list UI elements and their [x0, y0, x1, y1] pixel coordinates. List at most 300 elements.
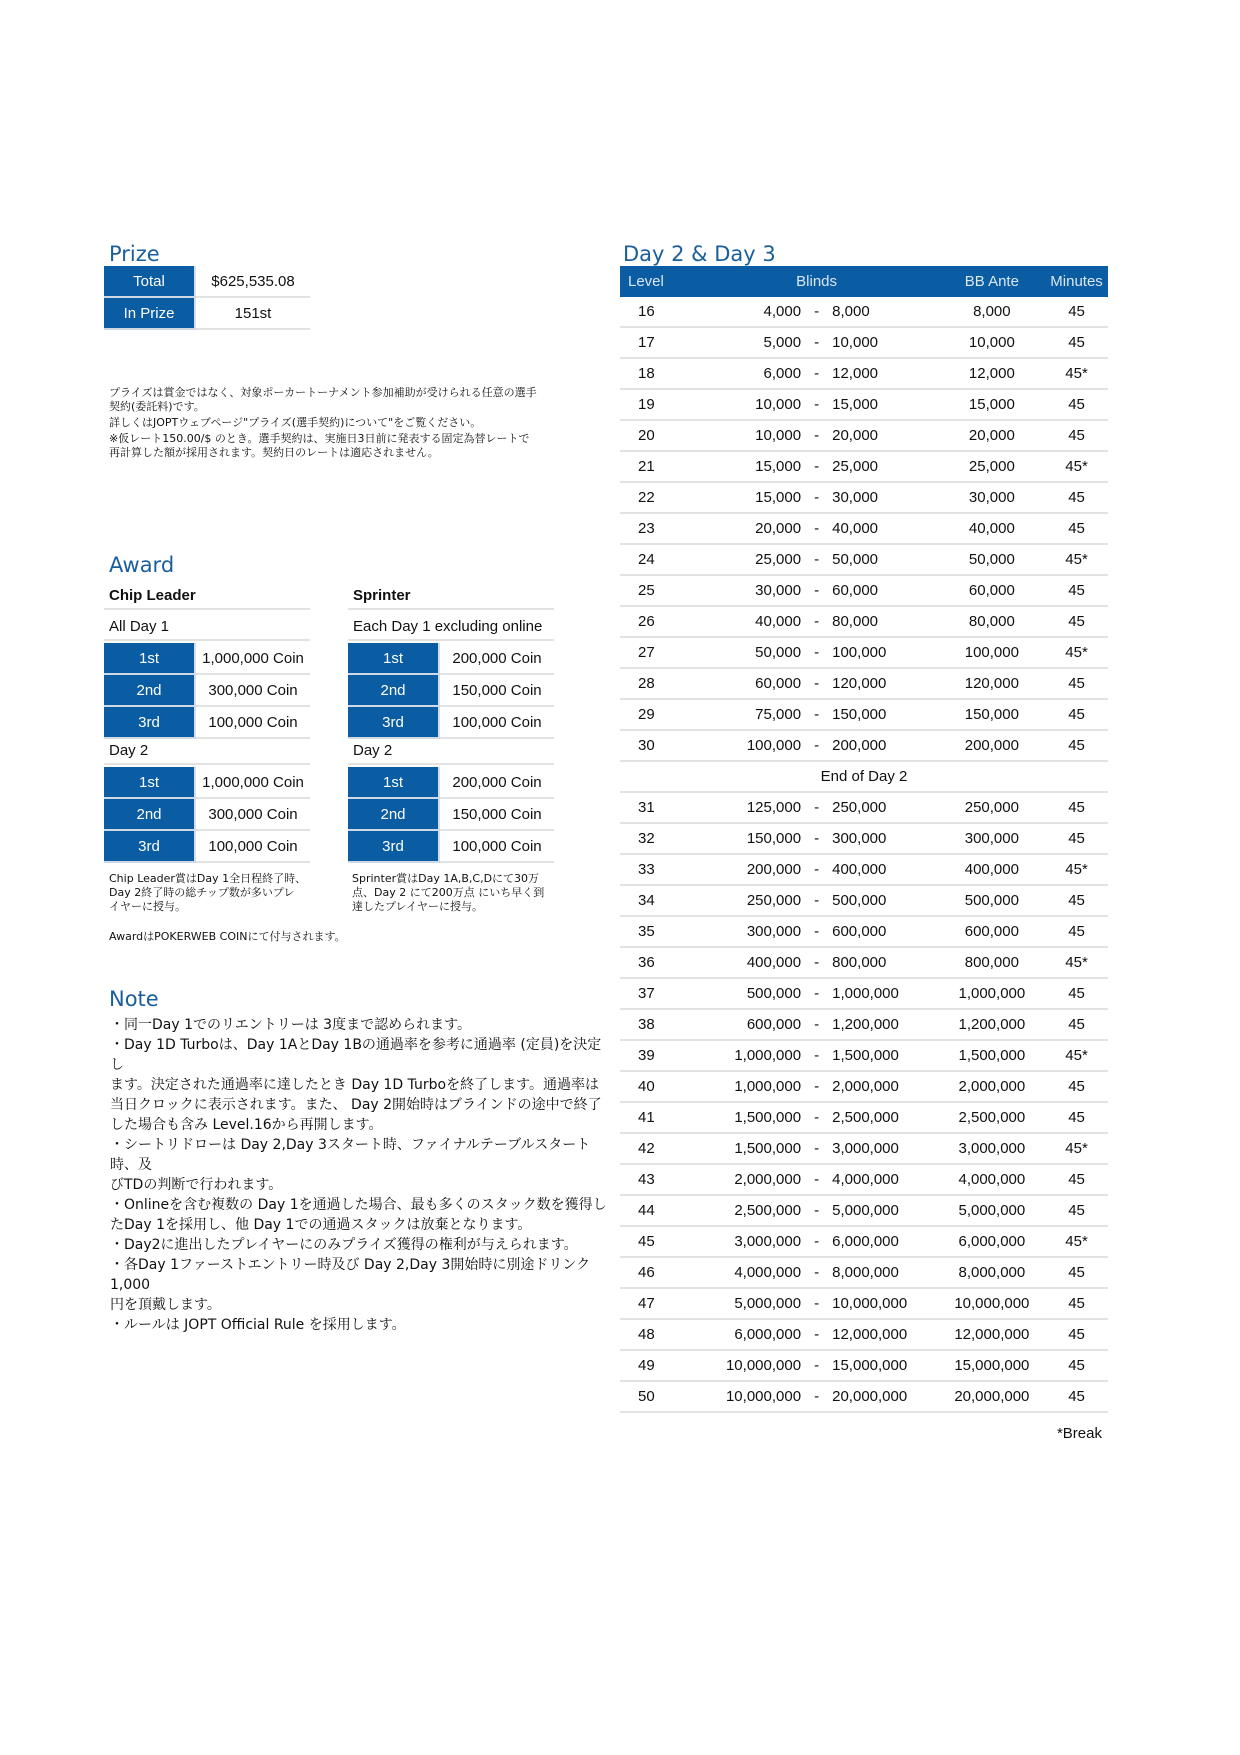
bb-ante-cell: 4,000,000	[939, 1164, 1045, 1195]
blind-structure-table	[620, 266, 1108, 1413]
big-blind-cell: 30,000	[832, 482, 938, 513]
bb-ante-cell: 15,000,000	[939, 1350, 1045, 1381]
bb-ante-cell: 600,000	[939, 916, 1045, 947]
small-blind-cell: 300,000	[695, 916, 801, 947]
small-blind-cell: 200,000	[695, 854, 801, 885]
award-prize: 100,000 Coin	[439, 706, 554, 738]
disclaimer-line: ※仮レート150.00/$ のとき。選手契約は、実施日3日前に発表する固定為替レートで	[109, 432, 530, 445]
level-cell: 16	[620, 297, 695, 327]
table-row	[620, 1133, 1108, 1164]
bb-ante-cell: 40,000	[939, 513, 1045, 544]
disclaimer-line: 再計算した額が採用されます。契約日のレートは適応されません。	[109, 446, 439, 459]
small-blind-cell: 4,000,000	[695, 1257, 801, 1288]
table-row	[620, 730, 1108, 761]
small-blind-cell: 10,000,000	[695, 1350, 801, 1381]
level-cell: 21	[620, 451, 695, 482]
blind-separator: -	[801, 327, 832, 358]
level-cell: 48	[620, 1319, 695, 1350]
header-level: Level	[620, 266, 695, 297]
big-blind-cell: 400,000	[832, 854, 938, 885]
minutes-cell: 45*	[1045, 947, 1108, 978]
small-blind-cell: 400,000	[695, 947, 801, 978]
header-minutes: Minutes	[1045, 266, 1108, 297]
level-cell: 19	[620, 389, 695, 420]
blind-separator: -	[801, 358, 832, 389]
table-row	[620, 297, 1108, 327]
award-prize: 150,000 Coin	[439, 798, 554, 830]
big-blind-cell: 1,200,000	[832, 1009, 938, 1040]
prize-heading: Prize	[109, 242, 160, 266]
small-blind-cell: 15,000	[695, 451, 801, 482]
table-row	[620, 1040, 1108, 1071]
bb-ante-cell: 200,000	[939, 730, 1045, 761]
blind-separator: -	[801, 1319, 832, 1350]
note-line: ・シートリドローは Day 2,Day 3スタート時、ファイナルテーブルスタート時、及	[110, 1137, 591, 1173]
blind-separator: -	[801, 730, 832, 761]
bb-ante-cell: 800,000	[939, 947, 1045, 978]
note-line: 円を頂戴します。	[110, 1297, 221, 1313]
big-blind-cell: 1,500,000	[832, 1040, 938, 1071]
blind-separator: -	[801, 668, 832, 699]
bb-ante-cell: 10,000,000	[939, 1288, 1045, 1319]
table-row	[620, 1319, 1108, 1350]
prize-row-total	[104, 266, 310, 297]
bb-ante-cell: 2,000,000	[939, 1071, 1045, 1102]
level-cell: 41	[620, 1102, 695, 1133]
award-place: 1st	[348, 767, 439, 798]
minutes-cell: 45*	[1045, 544, 1108, 575]
small-blind-cell: 1,000,000	[695, 1040, 801, 1071]
minutes-cell: 45	[1045, 1288, 1108, 1319]
table-row	[620, 637, 1108, 668]
structure-heading: Day 2 & Day 3	[623, 242, 776, 266]
minutes-cell: 45	[1045, 1009, 1108, 1040]
award-place: 2nd	[104, 674, 195, 706]
table-row	[620, 327, 1108, 358]
level-cell: 36	[620, 947, 695, 978]
big-blind-cell: 10,000	[832, 327, 938, 358]
small-blind-cell: 10,000	[695, 389, 801, 420]
small-blind-cell: 20,000	[695, 513, 801, 544]
award-place: 3rd	[104, 706, 195, 738]
table-row	[620, 885, 1108, 916]
bb-ante-cell: 15,000	[939, 389, 1045, 420]
note-line: たDay 1を採用し、他 Day 1での通過スタックは放棄となります。	[110, 1217, 532, 1233]
small-blind-cell: 60,000	[695, 668, 801, 699]
award-row	[348, 830, 554, 862]
blind-separator: -	[801, 885, 832, 916]
small-blind-cell: 100,000	[695, 730, 801, 761]
table-row	[620, 358, 1108, 389]
table-row	[620, 668, 1108, 699]
award-prize: 300,000 Coin	[195, 674, 310, 706]
small-blind-cell: 40,000	[695, 606, 801, 637]
prize-value: 151st	[195, 297, 310, 329]
blind-separator: -	[801, 823, 832, 854]
big-blind-cell: 60,000	[832, 575, 938, 606]
big-blind-cell: 3,000,000	[832, 1133, 938, 1164]
table-row	[620, 1009, 1108, 1040]
big-blind-cell: 80,000	[832, 606, 938, 637]
bb-ante-cell: 12,000,000	[939, 1319, 1045, 1350]
blind-separator: -	[801, 1102, 832, 1133]
level-cell: 20	[620, 420, 695, 451]
award-row	[348, 643, 554, 674]
big-blind-cell: 150,000	[832, 699, 938, 730]
table-row	[620, 1257, 1108, 1288]
footnote-line: 達したプレイヤーに授与。	[352, 900, 484, 913]
blind-separator: -	[801, 1040, 832, 1071]
blind-separator: -	[801, 947, 832, 978]
table-row	[620, 792, 1108, 823]
table-row	[620, 947, 1108, 978]
footnote-line: イヤーに授与。	[109, 900, 186, 913]
minutes-cell: 45	[1045, 823, 1108, 854]
minutes-cell: 45*	[1045, 1040, 1108, 1071]
small-blind-cell: 75,000	[695, 699, 801, 730]
bb-ante-cell: 2,500,000	[939, 1102, 1045, 1133]
big-blind-cell: 4,000,000	[832, 1164, 938, 1195]
level-cell: 29	[620, 699, 695, 730]
blind-separator: -	[801, 606, 832, 637]
level-cell: 22	[620, 482, 695, 513]
minutes-cell: 45	[1045, 1350, 1108, 1381]
end-of-day2	[620, 761, 1108, 792]
minutes-cell: 45	[1045, 389, 1108, 420]
blind-separator: -	[801, 1288, 832, 1319]
small-blind-cell: 25,000	[695, 544, 801, 575]
big-blind-cell: 10,000,000	[832, 1288, 938, 1319]
blind-separator: -	[801, 297, 832, 327]
big-blind-cell: 500,000	[832, 885, 938, 916]
blind-separator: -	[801, 1257, 832, 1288]
blind-separator: -	[801, 1009, 832, 1040]
small-blind-cell: 1,500,000	[695, 1133, 801, 1164]
bb-ante-cell: 1,500,000	[939, 1040, 1045, 1071]
big-blind-cell: 5,000,000	[832, 1195, 938, 1226]
level-cell: 44	[620, 1195, 695, 1226]
table-row	[620, 1350, 1108, 1381]
big-blind-cell: 15,000,000	[832, 1350, 938, 1381]
minutes-cell: 45	[1045, 1164, 1108, 1195]
table-row	[620, 978, 1108, 1009]
minutes-cell: 45*	[1045, 1226, 1108, 1257]
award-prize: 100,000 Coin	[439, 830, 554, 862]
level-cell: 34	[620, 885, 695, 916]
prize-label: Total	[104, 266, 195, 297]
blind-separator: -	[801, 544, 832, 575]
bb-ante-cell: 150,000	[939, 699, 1045, 730]
small-blind-cell: 1,000,000	[695, 1071, 801, 1102]
bb-ante-cell: 80,000	[939, 606, 1045, 637]
prize-table	[104, 266, 310, 330]
big-blind-cell: 20,000,000	[832, 1381, 938, 1412]
note-line: ・Day2に進出したプレイヤーにのみプライズ獲得の権利が与えられます。	[110, 1237, 578, 1253]
chip-leader-footnote	[109, 872, 319, 914]
award-place: 2nd	[104, 798, 195, 830]
blind-separator: -	[801, 482, 832, 513]
small-blind-cell: 15,000	[695, 482, 801, 513]
level-cell: 27	[620, 637, 695, 668]
award-prize: 100,000 Coin	[195, 830, 310, 862]
note-line: ・各Day 1ファーストエントリー時及び Day 2,Day 3開始時に別途ドリンク 1,000	[110, 1257, 591, 1293]
small-blind-cell: 150,000	[695, 823, 801, 854]
table-row	[620, 420, 1108, 451]
note-line: ・ルールは JOPT Official Rule を採用します。	[110, 1317, 406, 1333]
day3-levels	[620, 792, 1108, 1412]
minutes-cell: 45	[1045, 1257, 1108, 1288]
award-prize: 200,000 Coin	[439, 643, 554, 674]
level-cell: 45	[620, 1226, 695, 1257]
big-blind-cell: 2,000,000	[832, 1071, 938, 1102]
award-prize: 100,000 Coin	[195, 706, 310, 738]
bb-ante-cell: 20,000	[939, 420, 1045, 451]
disclaimer-line: 詳しくはJOPTウェブページ"プライズ(選手契約)について"をご覧ください。	[109, 416, 482, 429]
minutes-cell: 45	[1045, 1102, 1108, 1133]
header-blinds: Blinds	[695, 266, 939, 297]
table-row	[620, 1226, 1108, 1257]
bb-ante-cell: 12,000	[939, 358, 1045, 389]
note-line: 当日クロックに表示されます。また、 Day 2開始時はブラインドの途中で終了	[110, 1097, 602, 1113]
blind-separator: -	[801, 1133, 832, 1164]
sprinter-title: Sprinter	[348, 582, 554, 610]
table-row	[620, 513, 1108, 544]
award-row	[104, 830, 310, 862]
big-blind-cell: 2,500,000	[832, 1102, 938, 1133]
chip-leader-day2-table	[104, 767, 310, 863]
award-row	[104, 798, 310, 830]
award-place: 3rd	[104, 830, 195, 862]
table-row	[620, 854, 1108, 885]
big-blind-cell: 12,000,000	[832, 1319, 938, 1350]
award-place: 1st	[348, 643, 439, 674]
blind-separator: -	[801, 451, 832, 482]
big-blind-cell: 600,000	[832, 916, 938, 947]
big-blind-cell: 200,000	[832, 730, 938, 761]
table-row	[620, 1288, 1108, 1319]
level-cell: 24	[620, 544, 695, 575]
table-row	[620, 575, 1108, 606]
bb-ante-cell: 500,000	[939, 885, 1045, 916]
minutes-cell: 45*	[1045, 1133, 1108, 1164]
level-cell: 43	[620, 1164, 695, 1195]
minutes-cell: 45	[1045, 513, 1108, 544]
table-row	[620, 823, 1108, 854]
table-row	[620, 451, 1108, 482]
minutes-cell: 45	[1045, 699, 1108, 730]
disclaimer-line: 契約(委託料)です。	[109, 400, 205, 413]
minutes-cell: 45	[1045, 730, 1108, 761]
big-blind-cell: 50,000	[832, 544, 938, 575]
blind-separator: -	[801, 978, 832, 1009]
minutes-cell: 45*	[1045, 637, 1108, 668]
small-blind-cell: 50,000	[695, 637, 801, 668]
prize-label: In Prize	[104, 297, 195, 329]
note-line: ます。決定された通過率に達したとき Day 1D Turboを終了します。通過率は	[110, 1077, 599, 1093]
big-blind-cell: 6,000,000	[832, 1226, 938, 1257]
footnote-line: Sprinter賞はDay 1A,B,C,Dにて30万	[352, 872, 540, 885]
level-cell: 38	[620, 1009, 695, 1040]
bb-ante-cell: 1,200,000	[939, 1009, 1045, 1040]
level-cell: 33	[620, 854, 695, 885]
blind-separator: -	[801, 1381, 832, 1412]
level-cell: 50	[620, 1381, 695, 1412]
award-place: 3rd	[348, 830, 439, 862]
big-blind-cell: 20,000	[832, 420, 938, 451]
chip-leader-group-label: All Day 1	[104, 613, 310, 641]
small-blind-cell: 2,000,000	[695, 1164, 801, 1195]
footnote-line: Day 2終了時の総チップ数が多いプレ	[109, 886, 295, 899]
blind-separator: -	[801, 1071, 832, 1102]
level-cell: 46	[620, 1257, 695, 1288]
small-blind-cell: 10,000	[695, 420, 801, 451]
blind-separator: -	[801, 513, 832, 544]
level-cell: 39	[620, 1040, 695, 1071]
table-row	[620, 1164, 1108, 1195]
minutes-cell: 45	[1045, 575, 1108, 606]
big-blind-cell: 800,000	[832, 947, 938, 978]
chip-leader-title: Chip Leader	[104, 582, 310, 610]
end-of-day2-label: End of Day 2	[620, 761, 1108, 792]
note-line: ・Day 1D Turboは、Day 1AとDay 1Bの通過率を参考に通過率 (定員)を決定し	[110, 1037, 602, 1073]
minutes-cell: 45	[1045, 606, 1108, 637]
small-blind-cell: 125,000	[695, 792, 801, 823]
level-cell: 26	[620, 606, 695, 637]
bb-ante-cell: 10,000	[939, 327, 1045, 358]
table-row	[620, 699, 1108, 730]
small-blind-cell: 30,000	[695, 575, 801, 606]
chip-leader-day1-table	[104, 643, 310, 739]
big-blind-cell: 25,000	[832, 451, 938, 482]
level-cell: 42	[620, 1133, 695, 1164]
level-cell: 32	[620, 823, 695, 854]
minutes-cell: 45*	[1045, 451, 1108, 482]
table-row	[620, 1071, 1108, 1102]
big-blind-cell: 12,000	[832, 358, 938, 389]
table-row	[620, 482, 1108, 513]
blind-separator: -	[801, 1164, 832, 1195]
minutes-cell: 45	[1045, 1381, 1108, 1412]
minutes-cell: 45	[1045, 482, 1108, 513]
level-cell: 23	[620, 513, 695, 544]
blind-separator: -	[801, 1195, 832, 1226]
note-line: ・同一Day 1でのリエントリーは 3度まで認められます。	[110, 1017, 471, 1033]
award-place: 2nd	[348, 798, 439, 830]
level-cell: 28	[620, 668, 695, 699]
bb-ante-cell: 250,000	[939, 792, 1045, 823]
small-blind-cell: 5,000	[695, 327, 801, 358]
minutes-cell: 45*	[1045, 854, 1108, 885]
sprinter-group-label: Day 2	[348, 737, 554, 765]
award-place: 1st	[104, 767, 195, 798]
note-line: ・Onlineを含む複数の Day 1を通過した場合、最も多くのスタック数を獲得し	[110, 1197, 607, 1213]
bb-ante-cell: 400,000	[939, 854, 1045, 885]
bb-ante-cell: 60,000	[939, 575, 1045, 606]
minutes-cell: 45	[1045, 916, 1108, 947]
minutes-cell: 45	[1045, 1071, 1108, 1102]
award-row	[104, 643, 310, 674]
minutes-cell: 45	[1045, 885, 1108, 916]
award-prize: 200,000 Coin	[439, 767, 554, 798]
note-heading: Note	[109, 987, 159, 1011]
minutes-cell: 45*	[1045, 358, 1108, 389]
prize-row-in-prize	[104, 297, 310, 329]
small-blind-cell: 10,000,000	[695, 1381, 801, 1412]
award-heading: Award	[109, 553, 175, 577]
award-place: 2nd	[348, 674, 439, 706]
award-row	[104, 706, 310, 738]
big-blind-cell: 120,000	[832, 668, 938, 699]
blind-separator: -	[801, 792, 832, 823]
chip-leader-group-label: Day 2	[104, 737, 310, 765]
bb-ante-cell: 1,000,000	[939, 978, 1045, 1009]
note-line: した場合も含み Level.16から再開します。	[110, 1117, 383, 1133]
blind-separator: -	[801, 389, 832, 420]
blind-separator: -	[801, 854, 832, 885]
bb-ante-cell: 25,000	[939, 451, 1045, 482]
small-blind-cell: 5,000,000	[695, 1288, 801, 1319]
award-row	[348, 767, 554, 798]
table-row	[620, 916, 1108, 947]
minutes-cell: 45	[1045, 1195, 1108, 1226]
prize-value: $625,535.08	[195, 266, 310, 297]
table-row	[620, 1195, 1108, 1226]
big-blind-cell: 250,000	[832, 792, 938, 823]
small-blind-cell: 6,000	[695, 358, 801, 389]
big-blind-cell: 15,000	[832, 389, 938, 420]
small-blind-cell: 2,500,000	[695, 1195, 801, 1226]
note-line: びTDの判断で行われます。	[110, 1177, 283, 1193]
bb-ante-cell: 300,000	[939, 823, 1045, 854]
note-body	[110, 1015, 615, 1335]
disclaimer-line: プライズは賞金ではなく、対象ポーカートーナメント参加補助が受けられる任意の選手	[109, 386, 537, 399]
sprinter-group-label: Each Day 1 excluding online	[348, 613, 554, 641]
level-cell: 31	[620, 792, 695, 823]
award-row	[348, 798, 554, 830]
blind-separator: -	[801, 1226, 832, 1257]
bb-ante-cell: 50,000	[939, 544, 1045, 575]
minutes-cell: 45	[1045, 297, 1108, 327]
bb-ante-cell: 30,000	[939, 482, 1045, 513]
sprinter-day2-table	[348, 767, 554, 863]
sprinter-day1-table	[348, 643, 554, 739]
minutes-cell: 45	[1045, 327, 1108, 358]
big-blind-cell: 100,000	[832, 637, 938, 668]
level-cell: 37	[620, 978, 695, 1009]
end-of-day2-row	[620, 761, 1108, 792]
blind-separator: -	[801, 637, 832, 668]
award-row	[348, 674, 554, 706]
small-blind-cell: 500,000	[695, 978, 801, 1009]
small-blind-cell: 1,500,000	[695, 1102, 801, 1133]
level-cell: 35	[620, 916, 695, 947]
table-row	[620, 606, 1108, 637]
minutes-cell: 45	[1045, 420, 1108, 451]
sprinter-footnote	[352, 872, 562, 914]
level-cell: 17	[620, 327, 695, 358]
small-blind-cell: 3,000,000	[695, 1226, 801, 1257]
level-cell: 40	[620, 1071, 695, 1102]
table-header-row	[620, 266, 1108, 297]
minutes-cell: 45	[1045, 792, 1108, 823]
table-row	[620, 1381, 1108, 1412]
small-blind-cell: 600,000	[695, 1009, 801, 1040]
table-row	[620, 544, 1108, 575]
prize-disclaimer	[109, 386, 569, 460]
award-prize: 1,000,000 Coin	[195, 767, 310, 798]
blind-separator: -	[801, 1350, 832, 1381]
small-blind-cell: 250,000	[695, 885, 801, 916]
